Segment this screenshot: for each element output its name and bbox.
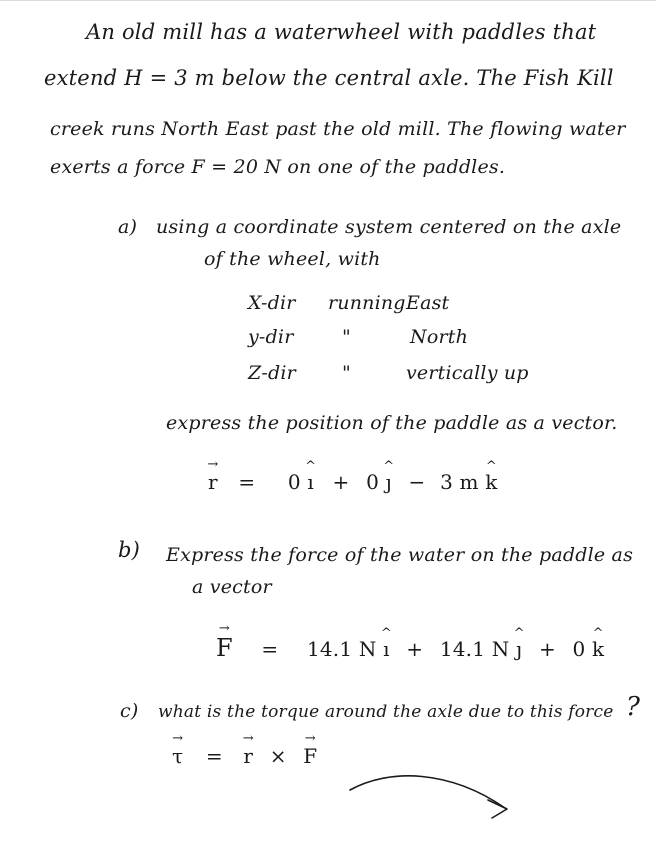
position-x-coeff: 0 <box>287 470 301 494</box>
axis-x-dir: East <box>406 292 450 314</box>
equals-sign: = <box>205 744 223 768</box>
force-vector-equation <box>216 634 604 662</box>
equals-sign: = <box>261 637 279 661</box>
part-c-text: what is the torque around the axle due to this force <box>158 702 614 722</box>
part-a-text-1: using a coordinate system centered on the axle <box>156 216 622 238</box>
axis-x-verb: running <box>328 292 406 314</box>
equals-sign: = <box>238 470 256 494</box>
torque-formula <box>172 744 317 768</box>
unit-j: ^ ȷ <box>516 637 522 661</box>
force-x-coeff: 14.1 N <box>306 637 377 661</box>
unit-j: ^ ȷ <box>386 470 392 494</box>
axis-x-label: X-dir <box>248 292 296 314</box>
axis-z-dir: vertically up <box>406 362 529 384</box>
position-vector-equation <box>208 470 498 494</box>
continuation-arrow-icon <box>340 760 530 830</box>
plus-sign: + <box>406 637 424 661</box>
problem-line-4: exerts a force F = 20 N on one of the paddles. <box>50 156 506 178</box>
plus-sign: + <box>538 637 556 661</box>
axis-y-dir: North <box>410 326 469 348</box>
part-a-prompt: express the position of the paddle as a vector. <box>166 412 618 434</box>
part-c-question-mark: ? <box>626 692 641 722</box>
force-vector-symbol: → F <box>216 634 233 662</box>
unit-i: ^ ı <box>383 637 390 661</box>
axis-y-verb: " <box>342 326 351 348</box>
problem-line-2: extend H = 3 m below the central axle. The Fish Kill <box>44 66 614 90</box>
torque-symbol: → τ <box>172 744 183 768</box>
problem-line-3: creek runs North East past the old mill. The flowing water <box>50 118 626 140</box>
axis-z-verb: " <box>342 362 351 384</box>
cross-product-sign: × <box>269 744 287 768</box>
scan-edge <box>0 0 656 1</box>
position-y-coeff: 0 <box>366 470 379 494</box>
position-z-coeff: 3 m <box>440 470 479 494</box>
unit-i: ^ ı <box>307 470 314 494</box>
unit-k: ^ k <box>592 637 604 661</box>
part-b-text-2: a vector <box>192 576 272 598</box>
force-vector-symbol: → F <box>303 744 317 768</box>
minus-sign: − <box>408 470 426 494</box>
position-vector-symbol: → r <box>208 470 218 494</box>
force-z-coeff: 0 <box>572 637 586 661</box>
part-c-label: c) <box>120 700 139 722</box>
part-a-text-2: of the wheel, with <box>204 248 381 270</box>
part-a-label: a) <box>118 216 138 238</box>
problem-line-1: An old mill has a waterwheel with paddles that <box>86 20 597 44</box>
unit-k: ^ k <box>485 470 497 494</box>
position-vector-symbol: → r <box>243 744 253 768</box>
part-b-label: b) <box>118 538 141 562</box>
plus-sign: + <box>332 470 350 494</box>
part-b-text-1: Express the force of the water on the paddle as <box>166 544 634 566</box>
force-y-coeff: 14.1 N <box>439 637 510 661</box>
axis-y-label: y-dir <box>248 326 294 348</box>
axis-z-label: Z-dir <box>248 362 296 384</box>
